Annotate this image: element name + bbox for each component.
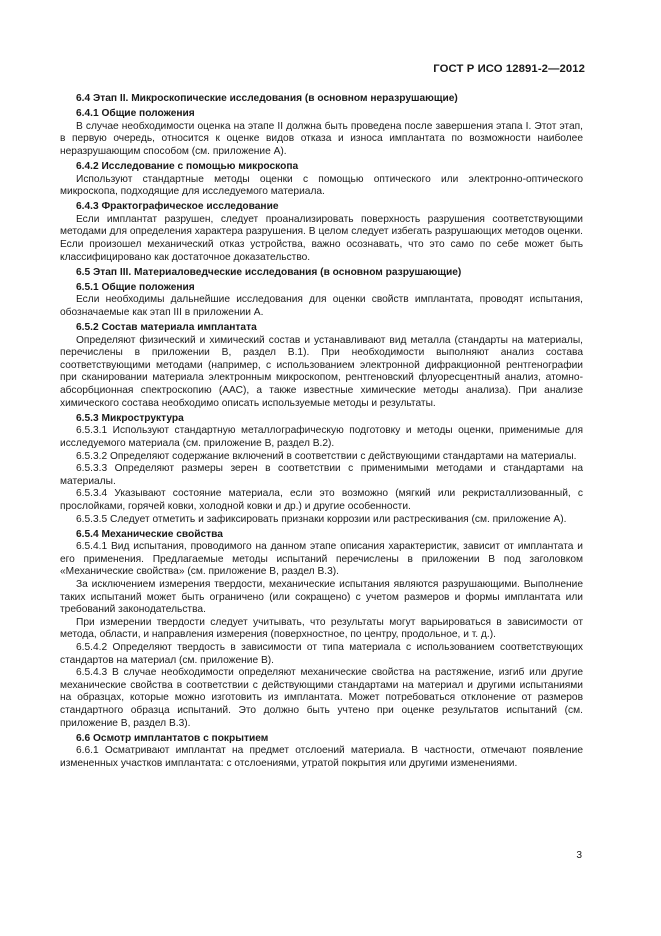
paragraph: За исключением измерения твердости, механические испытания являются разрушающими. Выполнение таких испытаний может быть ограничено (или сокращено) с учетом размеров и формы имплантата или требований законодательства. xyxy=(60,578,583,616)
paragraph: Определяют физический и химический состав и устанавливают вид металла (стандарты на материалы, перечислены в приложении В, раздел В.1). При необходимости выполняют анализ состава соответствующими методами (например, с использованием электронной дифракционной рентгенографии при сканировании материала электронным микроскопом, рентгеновский флуоресцентный анализ, атомно-абсорбционная спектроскопию (ААС), а также известные химические методы анализа). При анализе химического состава необходимо описать используемые методы и результаты. xyxy=(60,334,583,409)
paragraph: 6.5.4.1 Вид испытания, проводимого на данном этапе описания характеристик, зависит от имплантата и его применения. Предлагаемые методы испытаний перечислены в приложении В под заголовком «Механические свойства» (см. приложение В, раздел В.3). xyxy=(60,541,583,578)
paragraph: 6.5.4.3 В случае необходимости определяют механические свойства на растяжение, изгиб или другие механические свойства в соответствии с действующими стандартами на материал и другими испытаниями на образцах, которые можно изготовить из имплантата. Может потребоваться отклонение от размеров стандартного образца испытаний. Это должно быть учтено при оценке результатов испытаний (см. приложение В, раздел В.3). xyxy=(60,667,583,729)
standard-header: ГОСТ Р ИСО 12891-2—2012 xyxy=(433,63,585,75)
section-heading: 6.4.2 Исследование с помощью микроскопа xyxy=(76,160,299,172)
section-heading: 6.5.3 Микроструктура xyxy=(76,412,184,424)
section-heading: 6.5.2 Состав материала имплантата xyxy=(76,322,257,334)
paragraph: Используют стандартные методы оценки с помощью оптического или электронно-оптического микроскопа, подходящие для исследуемого материала. xyxy=(60,173,583,198)
paragraph: 6.6.1 Осматривают имплантат на предмет отслоений материала. В частности, отмечают появление измененных участков имплантата: с отслоениями, утратой покрытия или другими изменениями. xyxy=(60,745,583,769)
document-body xyxy=(60,93,583,770)
paragraph: В случае необходимости оценка на этапе II должна быть проведена после завершения этапа I. Этот этап, в первую очередь, относится к оценке видов отказа и износа имплантата по возможности наиболее неразрушающим способом (см. приложение А). xyxy=(60,120,583,157)
paragraph: 6.5.3.1 Используют стандартную металлографическую подготовку и методы оценки, применимые для исследуемого материала (см. приложение В, раздел В.2). xyxy=(60,425,583,449)
paragraph: Если имплантат разрушен, следует проанализировать поверхность разрушения соответствующими методами для определения характера разрушения. В целом следует избегать разрушающих методов оценки. Если произошел механический отказ устройства, важно осознавать, что это само по себе может быть классифицировано как достаточное доказательство. xyxy=(60,213,583,263)
section-heading: 6.6 Осмотр имплантатов с покрытием xyxy=(76,732,269,744)
page-number: 3 xyxy=(576,850,582,861)
paragraph: 6.5.4.2 Определяют твердость в зависимости от типа материала с использованием соответствующих стандартов на материал (см. приложение В). xyxy=(60,641,583,666)
section-heading: 6.5 Этап III. Материаловедческие исследования (в основном разрушающие) xyxy=(76,266,462,278)
section-heading: 6.4.3 Фрактографическое исследование xyxy=(76,201,279,213)
paragraph: 6.5.3.3 Определяют размеры зерен в соответствии с применимыми методами и стандартами на материалы. xyxy=(60,463,583,487)
section-heading: 6.4 Этап II. Микроскопические исследования (в основном неразрушающие) xyxy=(76,93,458,104)
section-heading: 6.5.4 Механические свойства xyxy=(76,528,223,540)
section-heading: 6.4.1 Общие положения xyxy=(76,108,195,120)
paragraph: При измерении твердости следует учитывать, что результаты могут варьироваться в зависимости от метода, области, и направления измерения (поверхностное, по центру, продольное, и т. д.). xyxy=(60,616,583,641)
section-heading: 6.5.1 Общие положения xyxy=(76,281,195,293)
paragraph: 6.5.3.2 Определяют содержание включений в соответствии с действующими стандартами на материалы. xyxy=(76,450,577,462)
paragraph: Если необходимы дальнейшие исследования для оценки свойств имплантата, проводят испытания, обозначаемые как этап III в приложении А. xyxy=(60,294,583,318)
paragraph: 6.5.3.5 Следует отметить и зафиксировать признаки коррозии или растрескивания (см. приложение А). xyxy=(76,513,567,525)
paragraph: 6.5.3.4 Указывают состояние материала, если это возможно (мягкий или рекристаллизованный, с прослойками, горячей ковки, холодной ковки и др.) и другие особенности. xyxy=(60,488,583,512)
